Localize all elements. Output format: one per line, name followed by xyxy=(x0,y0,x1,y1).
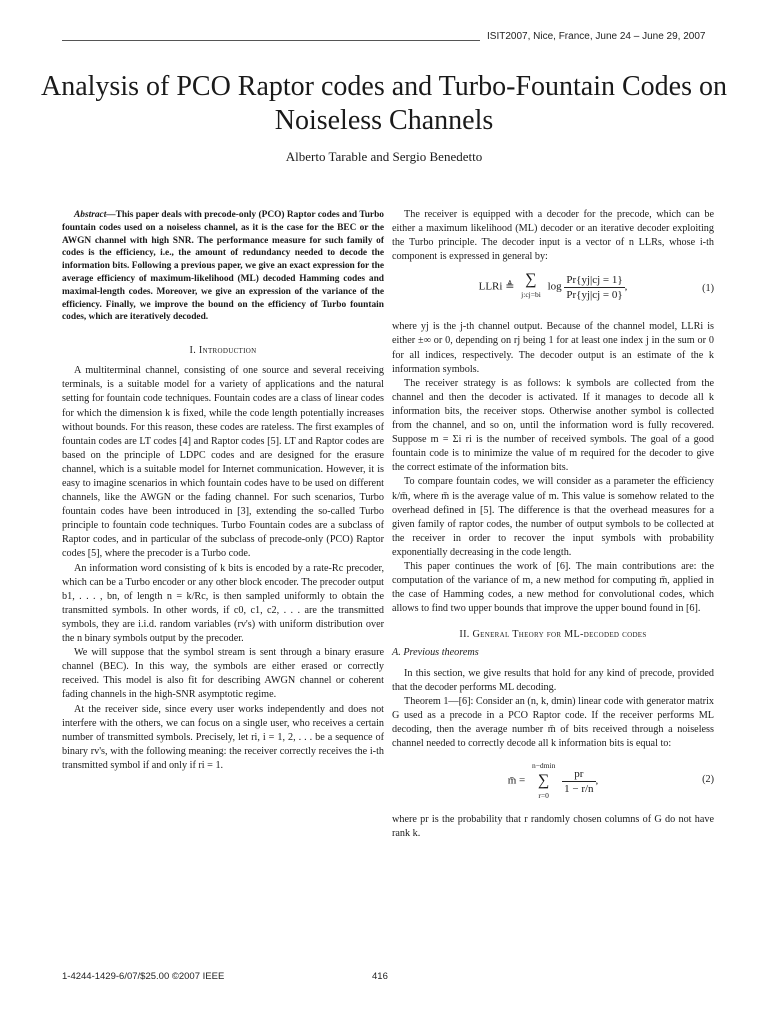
conference-header: ISIT2007, Nice, France, June 24 – June 29, 2007 xyxy=(487,31,706,42)
eq2-sum-upper: n−dmin xyxy=(531,761,556,771)
abstract xyxy=(62,209,384,324)
sum-symbol: ∑ xyxy=(525,271,537,289)
intro-paragraph-3: We will suppose that the symbol stream is sent through a binary erasure channel (BEC). In this way, the symbols are either erased or correctly received. This model is also fit for describing AWGN channel or coherent fading channels in the high-SNR asymptotic regime. xyxy=(62,647,384,701)
eq2-sum-lower: r=0 xyxy=(538,791,549,801)
channel-output-paragraph: where yj is the j-th channel output. Because of the channel model, LLRi is either ±∞ or 0, depending on rj being 1 for at least one index j in the sum or 0 for all indices, respectively. The decoder output is an estimate of the k information symbols. xyxy=(392,321,714,375)
theorem-1: Theorem 1—[6]: Consider an (n, k, dmin) linear code with generator matrix G used as a precode in a PCO Raptor code. If the receiver performs ML decoding, then the average number m̄ of bits received through a noiseless channel needed to correctly decode all k information bits is equal to: xyxy=(392,695,714,749)
eq1-log: log xyxy=(547,280,562,293)
eq2-number: (2) xyxy=(702,774,714,786)
abstract-text: This paper deals with precode-only (PCO) Raptor codes and Turbo fountain codes used on a noiseless channel, as it is the case for the BEC or the AWGN channel with high SNR. The performance measure for such family of codes is the efficiency, i.e., the amount of redundancy needed to decode the information bits. Following a previous paper, we give an exact expression for the average efficiency of maximum-likelihood (ML) decoded Hamming codes and maximal-length codes. Moreover, we give an expression of the variance of the efficiency. Finally, we improve the bound on the efficiency of Turbo fountain codes, which are iteratively decoded. xyxy=(62,210,384,323)
subsection-heading-previous-theorems: A. Previous theorems xyxy=(392,647,479,659)
eq1-denominator: Pr{yj|cj = 0} xyxy=(566,288,623,301)
paper-authors: Alberto Tarable and Sergio Benedetto xyxy=(285,149,483,164)
eq2-denominator: 1 − r/n xyxy=(564,782,594,795)
right-column xyxy=(392,208,714,841)
eq1-number: (1) xyxy=(702,283,714,295)
eq2-fraction xyxy=(562,767,595,796)
footer-copyright: 1-4244-1429-6/07/$25.00 ©2007 IEEE xyxy=(62,971,225,982)
ml-paragraph: In this section, we give results that hold for any kind of precode, provided that the decoder performs ML decoding. xyxy=(392,667,714,693)
abstract-label: Abstract— xyxy=(74,210,116,220)
receiver-paragraph: The receiver is equipped with a decoder for the precode, which can be either a maximum likelihood (ML) decoder or an iterative decoder exploiting the Turbo principle. The decoder input is a vector of n LLRs, whose i-th component is expressed in general by: xyxy=(392,209,714,263)
eq2-lhs: m̄ = xyxy=(507,774,526,787)
eq2-numerator: pr xyxy=(562,767,595,782)
sum-symbol-2: ∑ xyxy=(537,772,550,790)
section-heading-introduction: I. Introduction xyxy=(189,345,257,357)
strategy-paragraph: The receiver strategy is as follows: k symbols are collected from the channel and then the decoder is activated. If it manages to decode all k information bits, the receiver stops. Otherwise another symbol is collected from the channel, and so on, until the information word is fully recovered. Suppose m = Σi ri is the number of received symbols. The goal of a good fountain code is to minimize the value of m required for the decoder to give the correct estimate of the information bits. xyxy=(392,377,714,474)
equation-1: LLRi ≜ ∑ j:cj=bi log $\frac{Pr\{yj|cj = 1\}}{Pr\{yj|cj = 0\}}$ , (1) xyxy=(478,271,714,301)
rank-paragraph: where pr is the probability that r randomly chosen columns of G do not have rank k. xyxy=(392,814,714,840)
efficiency-paragraph: To compare fountain codes, we will consider as a parameter the efficiency k/m̄, where m̄ is the average value of m. This value is somehow related to the overhead defined in [5]. The difference is that the overhead measures for a given family of raptor codes, the number of output symbols to be collected at the receiver in order to recover the input symbols with probability exponentially decreasing in the code length. xyxy=(392,476,714,558)
section-heading-general-theory: II. General Theory for ML-decoded codes xyxy=(459,629,647,641)
intro-paragraph-1: A multiterminal channel, consisting of one source and several receiving terminals, is a suitable model for a variety of applications and the natural setting for fountain code techniques. Fountain codes are a class of linear codes for which the dimension k is fixed, while the code length potentially increases without bounds. For this reason, these codes are rateless. The first examples of fountain codes are LT codes [4] and Raptor codes [5]. LT and Raptor codes are based on the principle of LDPC codes and are designed for the erasure channel, which is a suitable model for Internet communication. However, it is easy to imagine scenarios in which fountain codes have to be used on different channels, like the AWGN or the fading channel. For such scenarios, Turbo fountain codes have been introduced in [3], extending the so-called Turbo principle to fountain code techniques. Turbo Fountain codes are a subclass of Raptor codes, and in particular of the subclass of precode-only (PCO) Raptor codes [5], where the precoder is a Turbo code. xyxy=(62,365,384,560)
eq1-lhs: LLRi ≜ xyxy=(478,280,515,293)
eq1-fraction xyxy=(564,273,624,302)
page-number: 416 xyxy=(372,971,388,982)
intro-paragraph-4: At the receiver side, since every user works independently and does not interfere with the others, we can focus on a single user, who receives a certain number of transmitted symbols. Precisely, let ri, i = 1, 2, . . . be a sequence of binary rv's, with the following meaning: the receiver correctly receives the i-th transmitted symbol if and only if ri = 1. xyxy=(62,703,384,771)
left-column xyxy=(62,209,384,773)
paper-title: Analysis of PCO Raptor codes and Turbo-Fountain Codes on Noiseless Channels xyxy=(41,71,727,136)
intro-paragraph-2: An information word consisting of k bits is encoded by a rate-Rc precoder, which can be a Turbo encoder or any other block encoder. The precoder output b1, . . . , bn, of length n = k/Rc, is then sampled uniformly to obtain the transmitted symbols. In other words, if c0, c1, c2, . . . are the transmitted symbols, they are i.i.d. random variables (rv's) with uniform distribution over the n binary symbols output by the precoder. xyxy=(62,562,384,645)
equation-2: m̄ = n−dmin ∑ r=0 $\frac{pr}{1 - r/n}$ , (2) xyxy=(392,757,714,807)
eq1-numerator: Pr{yj|cj = 1} xyxy=(564,273,624,288)
eq1-sum-index: j:cj=bi xyxy=(521,290,541,300)
contributions-paragraph: This paper continues the work of [6]. The main contributions are: the computation of the variance of m, a new method for computing m̄, applied in the case of Hamming codes, a new method for convolutional codes, which allows to find two upper bounds that improve the upper bound found in [6]. xyxy=(392,560,714,615)
header-rule xyxy=(62,40,480,41)
